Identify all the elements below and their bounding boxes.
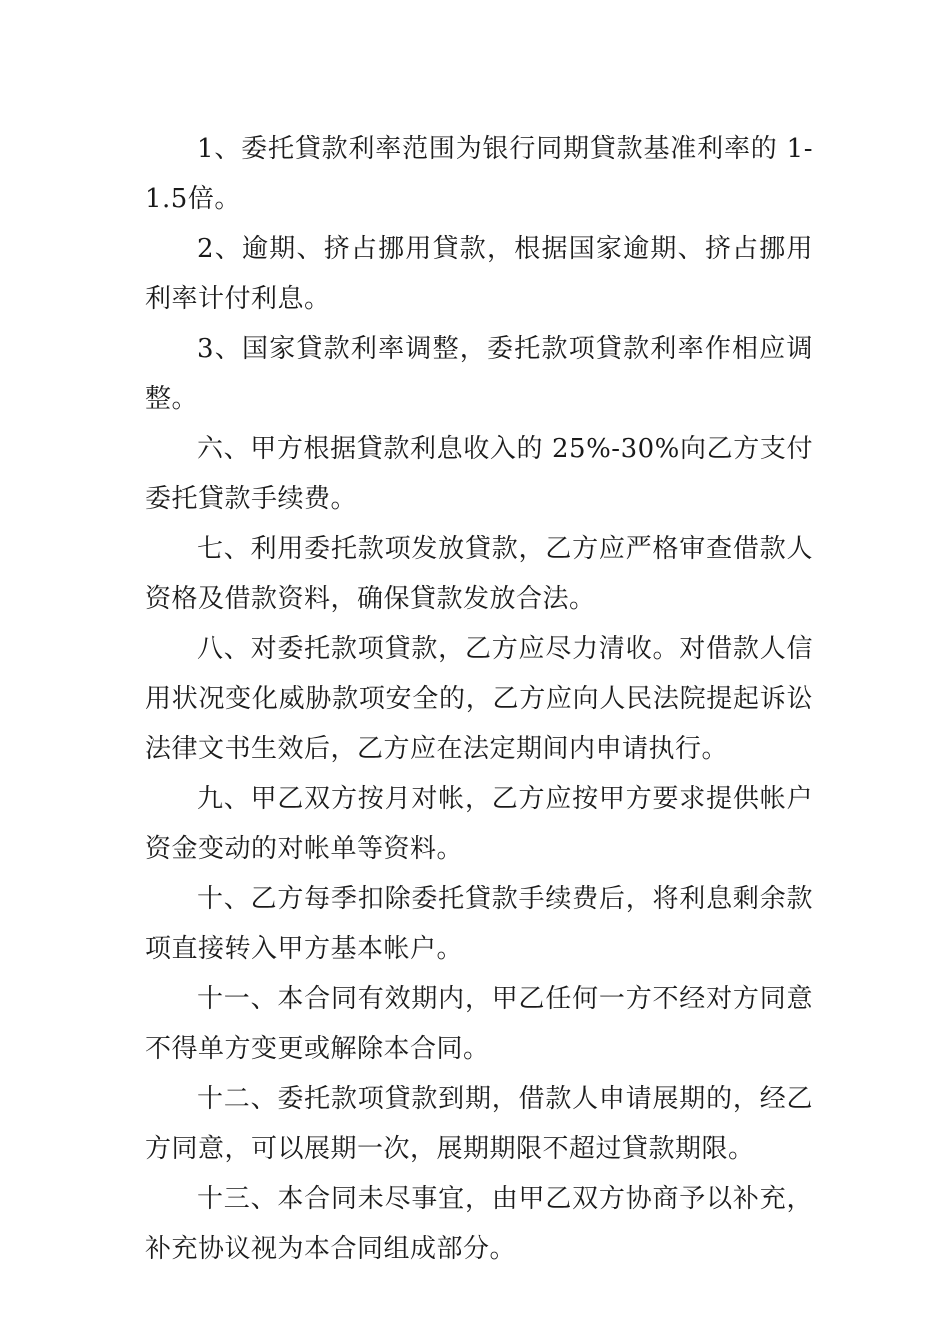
clause-paragraph: 七、利用委托款项发放貸款，乙方应严格审查借款人资格及借款资料，确保貸款发放合法。: [145, 534, 813, 614]
contract-body: [145, 124, 813, 1274]
clause-paragraph: 九、甲乙双方按月对帐，乙方应按甲方要求提供帐户资金变动的对帐单等资料。: [145, 784, 813, 864]
clause-paragraph: 1、委托貸款利率范围为银行同期貸款基准利率的 1-1.5倍。: [145, 134, 813, 214]
clause-paragraph: 十、乙方每季扣除委托貸款手续费后，将利息剩余款项直接转入甲方基本帐户。: [145, 884, 813, 964]
clause-paragraph: 八、对委托款项貸款，乙方应尽力清收。对借款人信用状况变化威胁款项安全的，乙方应向人民法院提起诉讼法律文书生效后，乙方应在法定期间内申请执行。: [145, 634, 813, 764]
clause-paragraph: 2、逾期、挤占挪用貸款，根据国家逾期、挤占挪用利率计付利息。: [145, 234, 813, 314]
clause-paragraph: 3、国家貸款利率调整，委托款项貸款利率作相应调整。: [145, 334, 813, 414]
clause-paragraph: 十一、本合同有效期内，甲乙任何一方不经对方同意不得单方变更或解除本合同。: [145, 984, 813, 1064]
clause-paragraph: 六、甲方根据貸款利息收入的 25%-30%向乙方支付委托貸款手续费。: [145, 434, 813, 514]
clause-paragraph: 十二、委托款项貸款到期，借款人申请展期的，经乙方同意，可以展期一次，展期期限不超过貸款期限。: [145, 1084, 813, 1164]
clause-paragraph: 十三、本合同未尽事宜，由甲乙双方协商予以补充，补充协议视为本合同组成部分。: [145, 1184, 813, 1264]
